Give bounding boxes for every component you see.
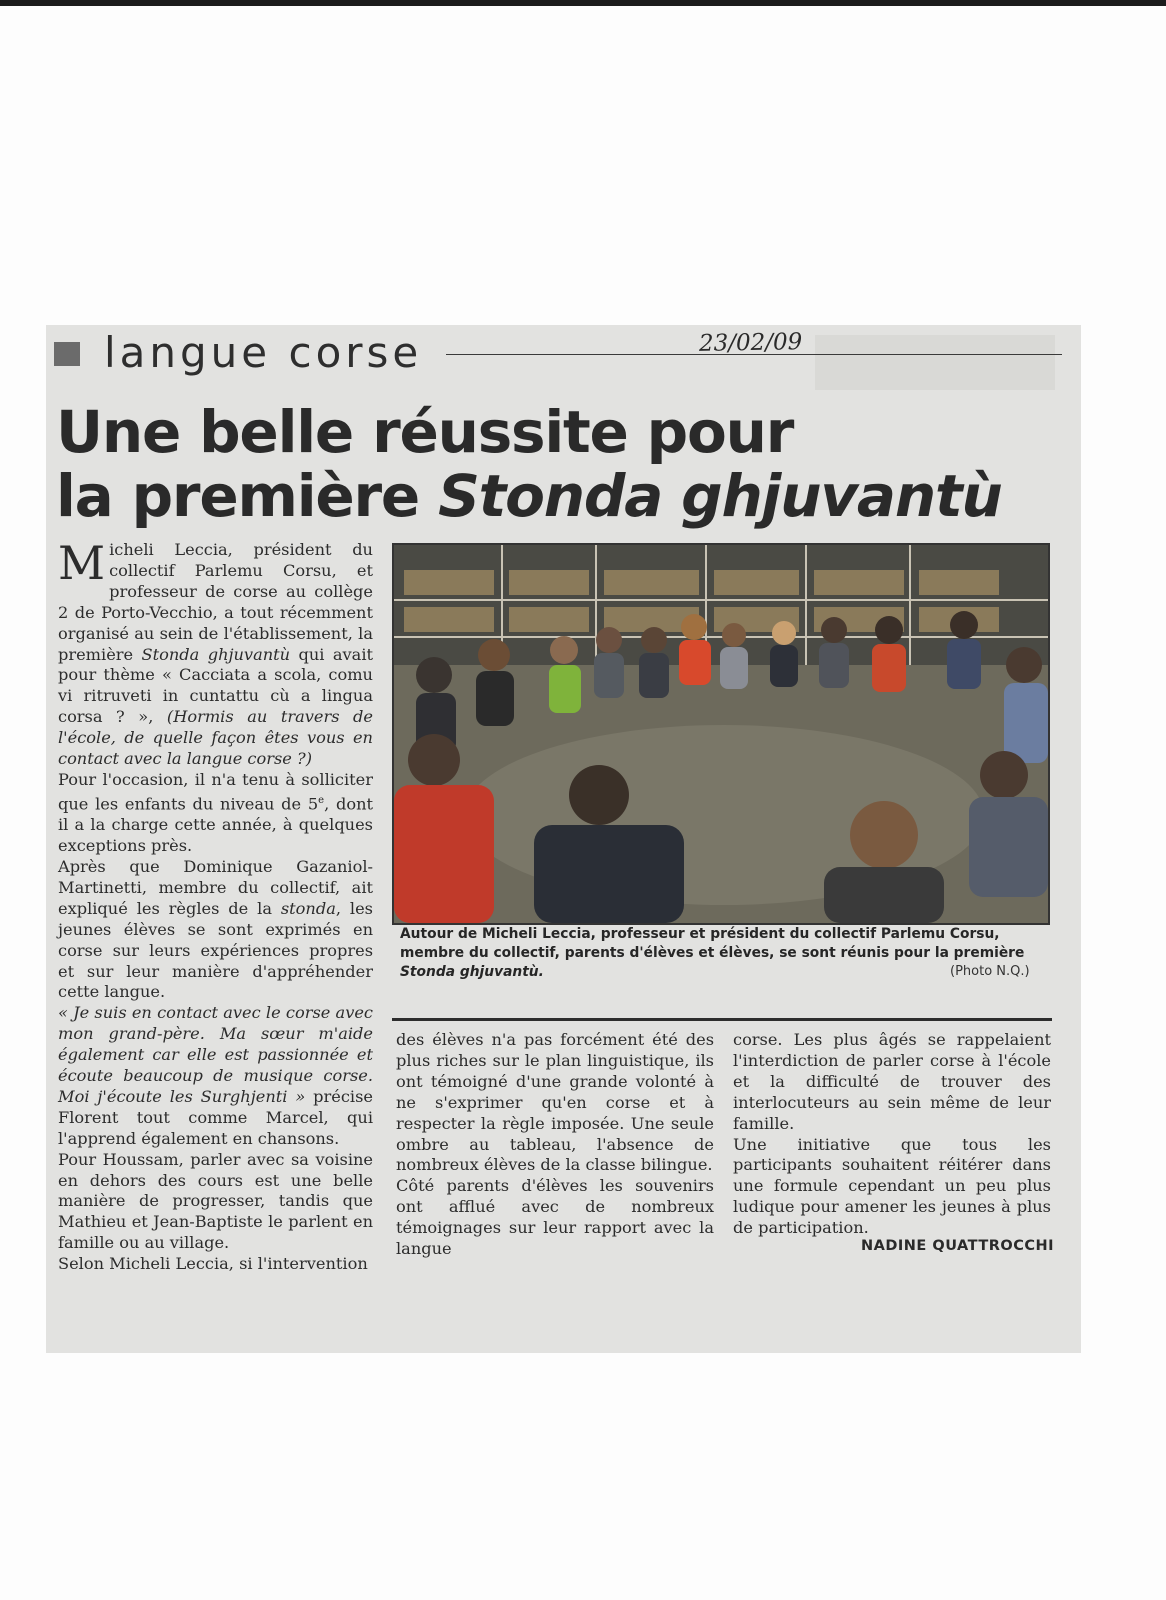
col2-paragraph-1: des élèves n'a pas forcément été des plus riches sur le plan linguistique, ils ont témoigné d'une grande volonté à ne s'exprimer qu'en corse et à respecter la règle imposée. Une seule ombre au tableau, l'absence de nombreux élèves de la classe bilingue. <box>396 1030 714 1175</box>
p1-text-d: (Hormis au travers de l'école, de quelle façon êtes vous en contact avec la langue corse ?) <box>58 707 373 769</box>
paragraph-4 <box>58 1003 373 1149</box>
drop-cap: M <box>58 536 106 590</box>
col3-paragraph-1: corse. Les plus âgés se rappelaient l'interdiction de parler corse à l'école et la difficulté de trouver des interlocuteurs au sein même de leur famille. <box>733 1030 1051 1133</box>
p1-text-a: icheli Leccia, président du collectif Parlemu Corsu, et professeur de corse au collège 2 de Porto-Vecchio, a tout récemment organisé au sein de l'établissement, la première <box>58 540 373 664</box>
paragraph-6: Selon Micheli Leccia, si l'intervention <box>58 1254 368 1274</box>
handwritten-date: 23/02/09 <box>698 329 803 357</box>
p4-text-b: précise Florent tout comme Marcel, qui l'apprend également en chansons. <box>58 1086 373 1148</box>
article-photo <box>392 543 1050 925</box>
headline-line-2-italic: Stonda ghjuvantù <box>438 462 1002 530</box>
p3-text-c: , les jeunes élèves se sont exprimés en corse sur leurs expériences propres et sur leur manière d'appréhender cette langue. <box>58 898 373 1002</box>
p3-text-a: Après que Dominique Gazaniol-Martinetti, membre du collectif, ait expliqué les règles de la <box>58 856 373 918</box>
p1-text-c: qui avait pour thème « Cacciata a scola, comu vi ritruveti in cuntattu cù a lingua corsa ? », <box>58 644 374 727</box>
caption-text-italic: Stonda ghjuvantù. <box>400 964 544 980</box>
photo-illustration <box>394 545 1048 923</box>
p3-text-b: stonda <box>280 898 336 918</box>
headline-line-1: Une belle réussite pour <box>56 398 794 466</box>
article-column-3 <box>733 1030 1051 1239</box>
scan-top-edge <box>0 0 1166 6</box>
paragraph-3 <box>58 857 373 1003</box>
author-byline: NADINE QUATTROCCHI <box>861 1238 1055 1254</box>
headline <box>56 400 1056 528</box>
section-header <box>54 330 1064 376</box>
col2-paragraph-2: Côté parents d'élèves les souvenirs ont afflué avec de nombreux témoignages sur leur rapport avec la langue <box>396 1176 714 1259</box>
photo-credit: (Photo N.Q.) <box>950 964 1030 979</box>
p2-superscript: e <box>318 794 325 806</box>
paragraph-1 <box>58 536 374 770</box>
p4-quote: « Je suis en contact avec le corse avec mon grand-père. Ma sœur m'aide également car elle est passionnée et écoute beaucoup de musique corse. Moi j'écoute les Surghjenti » <box>58 1003 373 1106</box>
p2-text-b: , dont il a la charge cette année, à quelques exceptions près. <box>58 794 373 856</box>
caption-rule <box>392 1018 1052 1021</box>
col3-paragraph-2: Une initiative que tous les participants souhaitent réitérer dans une formule cependant un peu plus ludique pour amener les jeunes à plus de participation. <box>733 1134 1051 1238</box>
p1-text-b: Stonda ghjuvantù <box>141 644 291 664</box>
headline-line-2-plain: la première <box>56 462 439 530</box>
paragraph-5: Pour Houssam, parler avec sa voisine en dehors des cours est une belle manière de progresser, tandis que Mathieu et Jean-Baptiste le parlent en famille ou au village. <box>58 1149 373 1253</box>
section-bullet-icon <box>54 342 80 366</box>
section-label: langue corse <box>104 328 423 377</box>
article-column-1 <box>58 536 374 1275</box>
headline-line-2 <box>56 464 1056 528</box>
article-column-2 <box>396 1030 714 1260</box>
paragraph-2 <box>58 770 373 857</box>
p2-text-a: Pour l'occasion, il n'a tenu à solliciter que les enfants du niveau de 5 <box>58 769 373 814</box>
caption-text: Autour de Micheli Leccia, professeur et président du collectif Parlemu Corsu, membre du collectif, parents d'élèves et élèves, se sont réunis pour la première <box>400 926 1025 961</box>
